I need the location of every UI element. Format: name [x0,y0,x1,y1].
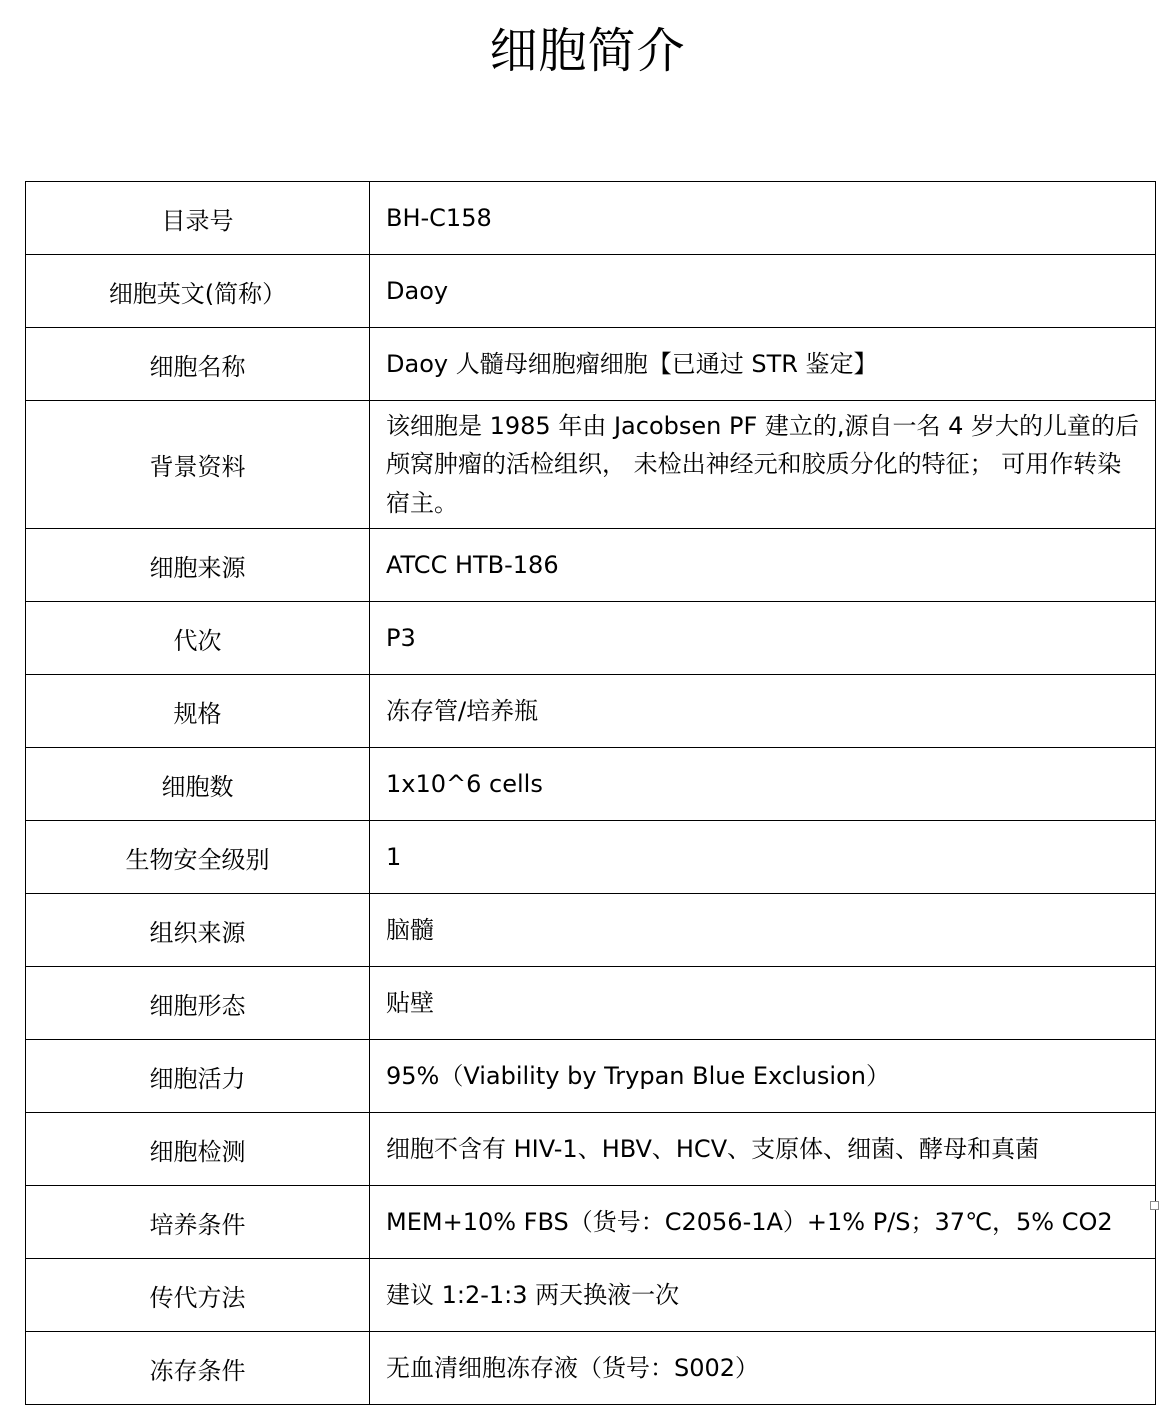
table-row-cell-testing [26,1113,1156,1186]
value-cell: 贴壁 [370,967,1156,1040]
label-cell: 生物安全级别 [26,821,370,894]
label-cell: 规格 [26,675,370,748]
label-cell: 细胞名称 [26,328,370,401]
label-cell: 细胞检测 [26,1113,370,1186]
table-row-culture-conditions [26,1186,1156,1259]
label-cell: 冻存条件 [26,1332,370,1405]
table-row-specification [26,675,1156,748]
value-cell: 1x10^6 cells [370,748,1156,821]
value-cell: 脑髓 [370,894,1156,967]
label-cell: 细胞活力 [26,1040,370,1113]
label-cell: 传代方法 [26,1259,370,1332]
value-cell: 该细胞是 1985 年由 Jacobsen PF 建立的,源自一名 4 岁大的儿童的后颅窝肿瘤的活检组织， 未检出神经元和胶质分化的特征； 可用作转染宿主。 [370,401,1156,529]
label-cell: 细胞形态 [26,967,370,1040]
label-cell: 代次 [26,602,370,675]
value-cell: Daoy 人髓母细胞瘤细胞【已通过 STR 鉴定】 [370,328,1156,401]
label-cell: 背景资料 [26,401,370,529]
cell-info-table [25,181,1156,1405]
table-resize-handle[interactable] [1150,1201,1159,1210]
label-cell: 目录号 [26,182,370,255]
table-row-passage-number [26,602,1156,675]
table-row-catalog-number [26,182,1156,255]
page-title: 细胞简介 [489,23,686,79]
value-cell: 冻存管/培养瓶 [370,675,1156,748]
value-cell: 建议 1:2-1:3 两天换液一次 [370,1259,1156,1332]
table-row-biosafety-level [26,821,1156,894]
value-cell: 细胞不含有 HIV-1、HBV、HCV、支原体、细菌、酵母和真菌 [370,1113,1156,1186]
label-cell: 细胞来源 [26,529,370,602]
value-cell: 无血清细胞冻存液（货号：S002） [370,1332,1156,1405]
table-row-background-info [26,401,1156,529]
table-row-cryopreservation-conditions [26,1332,1156,1405]
value-cell: 95%（Viability by Trypan Blue Exclusion） [370,1040,1156,1113]
value-cell: 1 [370,821,1156,894]
label-cell: 组织来源 [26,894,370,967]
label-cell: 细胞数 [26,748,370,821]
table-row-cell-english-name [26,255,1156,328]
table-row-cell-name [26,328,1156,401]
value-cell: P3 [370,602,1156,675]
value-cell: MEM+10% FBS（货号：C2056-1A）+1% P/S；37℃，5% CO2 [370,1186,1156,1259]
table-row-cell-count [26,748,1156,821]
value-cell: BH-C158 [370,182,1156,255]
table-row-cell-morphology [26,967,1156,1040]
value-cell: Daoy [370,255,1156,328]
table-row-tissue-source [26,894,1156,967]
table-row-passaging-method [26,1259,1156,1332]
label-cell: 细胞英文(简称） [26,255,370,328]
table-row-cell-viability [26,1040,1156,1113]
value-cell: ATCC HTB-186 [370,529,1156,602]
label-cell: 培养条件 [26,1186,370,1259]
table-row-cell-source [26,529,1156,602]
